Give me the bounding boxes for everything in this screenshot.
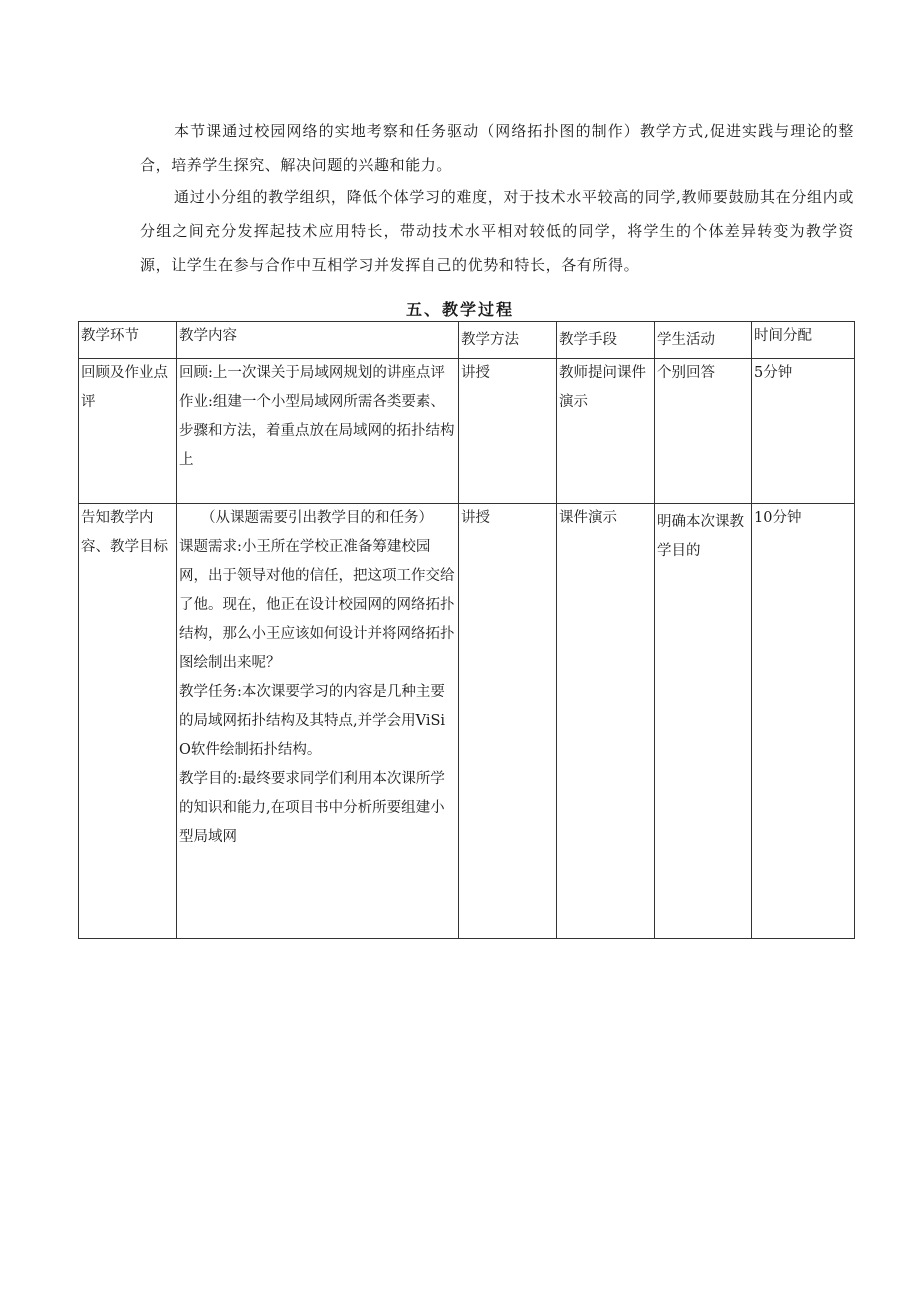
teaching-process-table — [78, 321, 855, 939]
cell-means: 教师提问课件演示 — [557, 359, 655, 504]
table-row — [79, 359, 855, 504]
header-activity: 学生活动 — [655, 322, 752, 359]
intro-paragraph-1: 本节课通过校园网络的实地考察和任务驱动（网络拓扑图的制作）教学方式,促进实践与理论的整合，培养学生探究、解决问题的兴趣和能力。 — [140, 122, 854, 174]
cell-stage: 告知教学内容、教学目标 — [79, 504, 177, 939]
header-time: 时间分配 — [752, 322, 855, 359]
content-text: 回顾:上一次课关于局域网规划的讲座点评作业:组建一个小型局域网所需各类要素、步骤和方法，着重点放在局域网的拓扑结构上 — [179, 365, 455, 468]
table-row — [79, 504, 855, 939]
cell-activity: 个别回答 — [655, 359, 752, 504]
table-header-row — [79, 322, 855, 359]
cell-time: 10分钟 — [752, 504, 855, 939]
cell-time: 5分钟 — [752, 359, 855, 504]
content-intro: （从课题需要引出教学目的和任务） — [201, 510, 433, 526]
cell-content — [177, 504, 459, 939]
content-requirement: 课题需求:小王所在学校正准备筹建校园网，出于领导对他的信任，把这项工作交给了他。现在，他正在设计校园网的网络拓扑结构，那么小王应该如何设计并将网络拓扑图绘制出来呢？ — [179, 539, 455, 671]
section-title: 五、教学过程 — [405, 300, 514, 319]
cell-method: 讲授 — [459, 504, 557, 939]
content-goal: 教学目的:最终要求同学们利用本次课所学的知识和能力,在项目书中分析所要组建小型局域网 — [179, 771, 445, 845]
header-method: 教学方法 — [459, 322, 557, 359]
cell-stage: 回顾及作业点评 — [79, 359, 177, 504]
cell-method: 讲授 — [459, 359, 557, 504]
cell-activity: 明确本次课教学目的 — [655, 504, 752, 939]
header-content: 教学内容 — [177, 322, 459, 359]
header-means: 教学手段 — [557, 322, 655, 359]
header-stage: 教学环节 — [79, 322, 177, 359]
cell-content — [177, 359, 459, 504]
content-task: 教学任务:本次课要学习的内容是几种主要的局域网拓扑结构及其特点,并学会用ViSiO软件绘制拓扑结构。 — [179, 684, 446, 758]
cell-means: 课件演示 — [557, 504, 655, 939]
intro-paragraph-2: 通过小分组的教学组织，降低个体学习的难度，对于技术水平较高的同学,教师要鼓励其在分组内或分组之间充分发挥起技术应用特长，带动技术水平相对较低的同学，将学生的个体差异转变为教学资源，让学生在参与合作中互相学习并发挥自己的优势和特长，各有所得。 — [140, 188, 854, 274]
